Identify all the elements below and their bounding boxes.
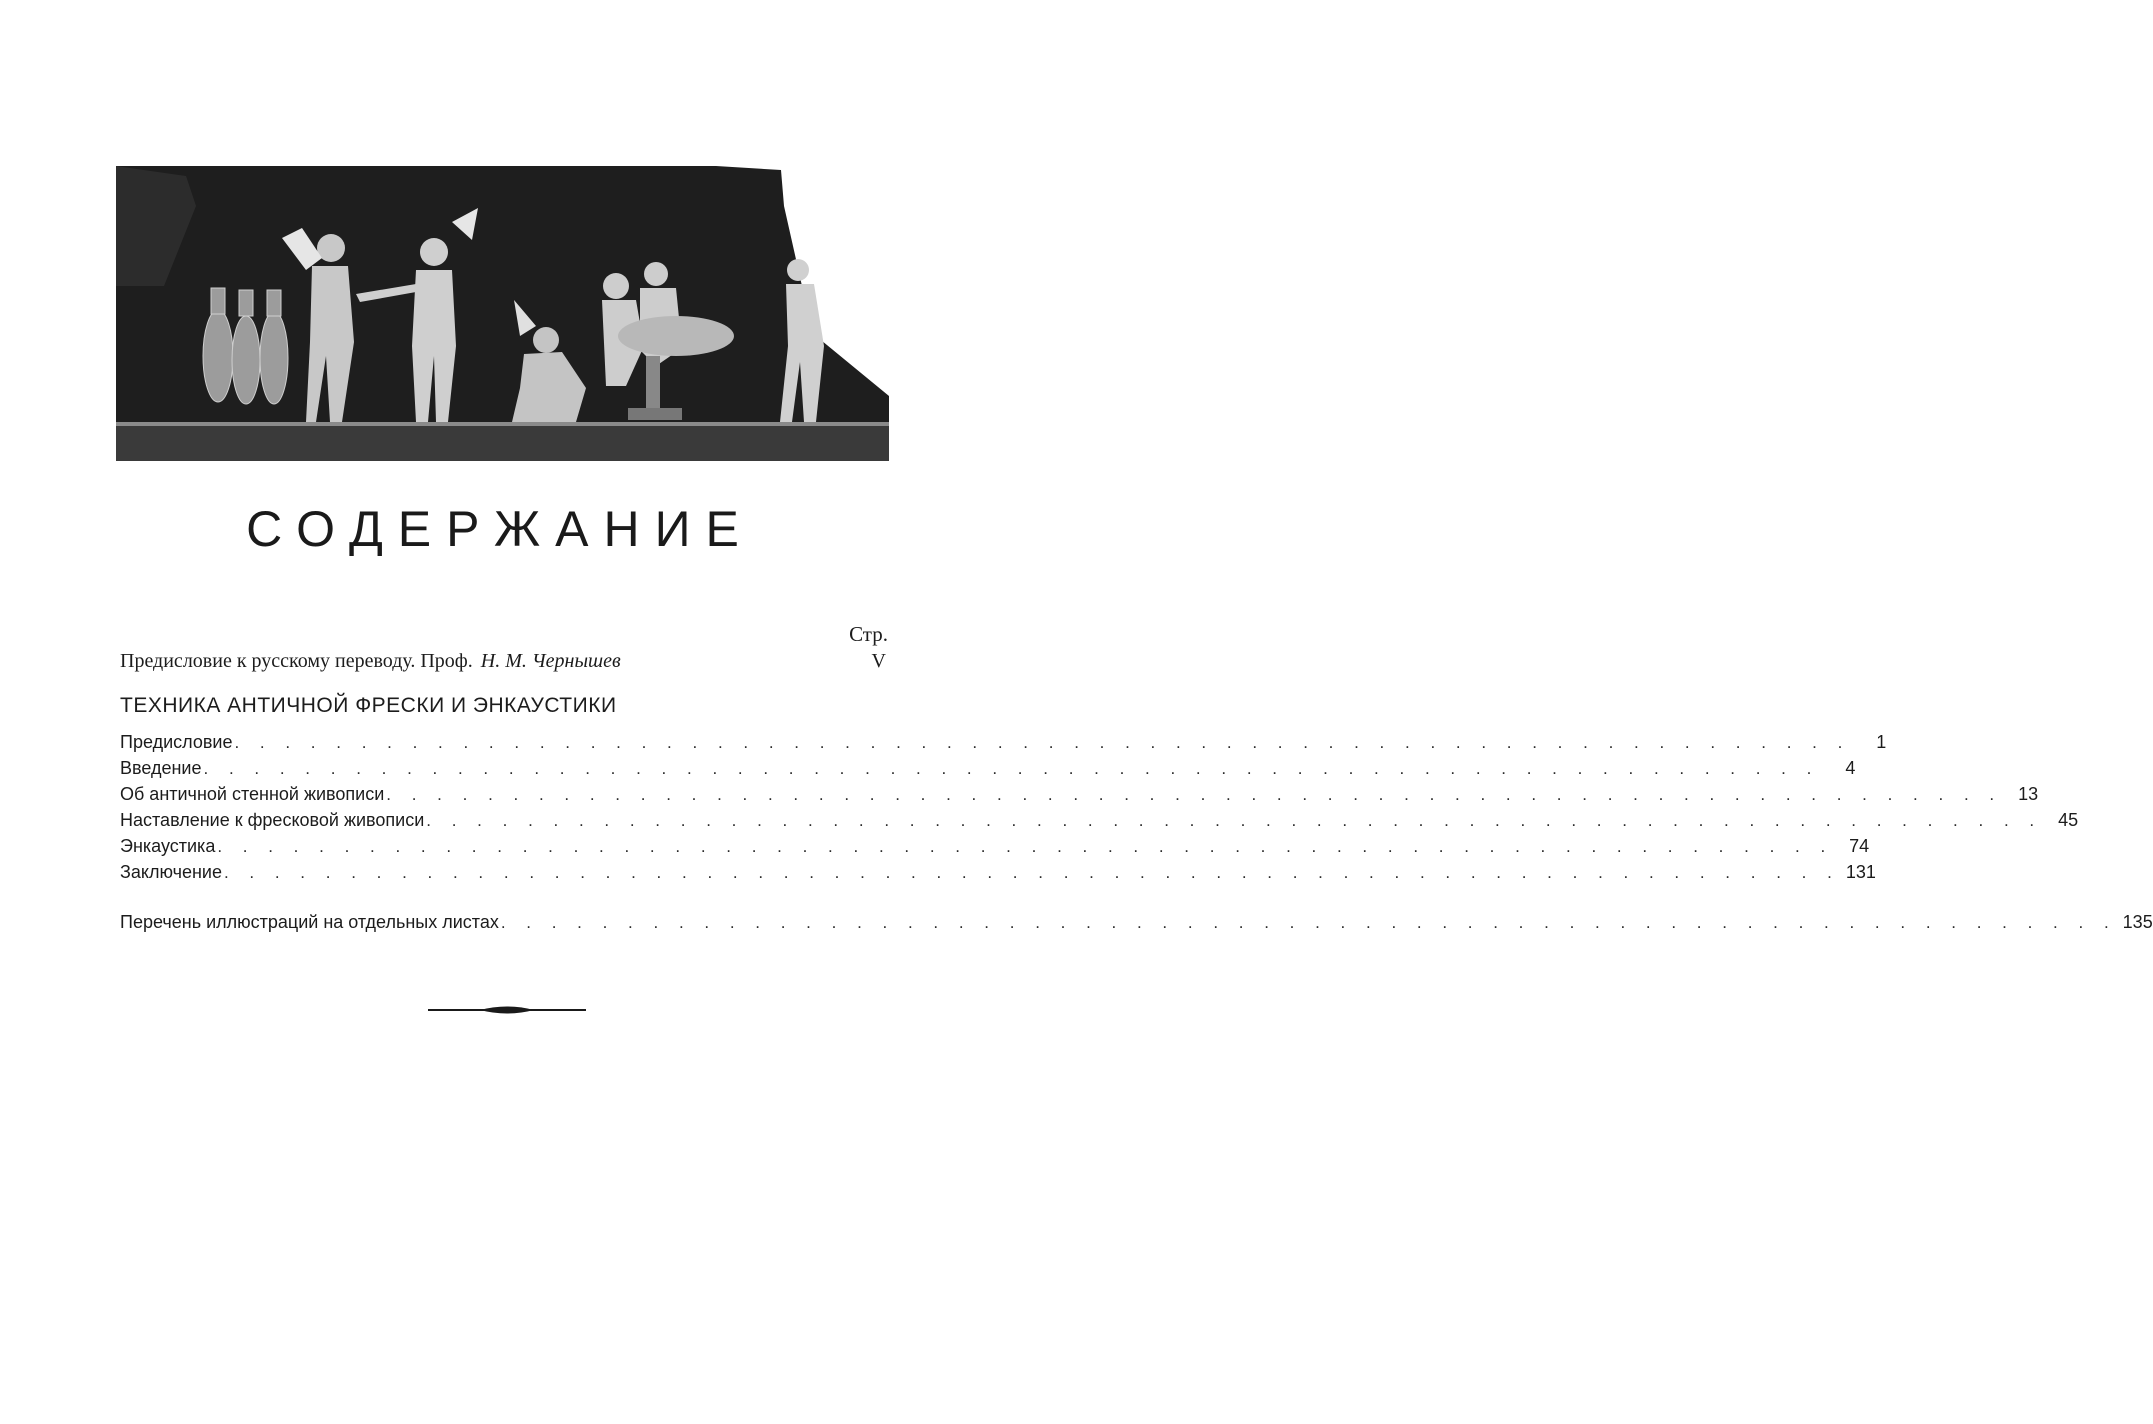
toc-row-page: 13 xyxy=(2018,784,2039,804)
toc-row-label: Энкаустика xyxy=(120,836,216,856)
page-column-label: Стр. xyxy=(849,622,888,646)
toc-row-label: Предисловие xyxy=(120,732,233,752)
toc-row-label: Об античной стенной живописи xyxy=(120,784,385,804)
dot-leader: . . . . . . . . . . . . . . . . . . . . . . . . . . . . . . . . . . . . . . . . . . . . . . . . . . . . . . . . . . . . . . . . xyxy=(386,785,2003,804)
toc-row-page: 74 xyxy=(1849,836,1870,856)
toc-row[interactable] xyxy=(120,810,2079,831)
toc-row-page: 1 xyxy=(1876,732,1887,752)
fresco-frieze-illustration xyxy=(116,166,889,461)
toc-row-page: 131 xyxy=(1845,862,1876,882)
dot-leader: . . . . . . . . . . . . . . . . . . . . . . . . . . . . . . . . . . . . . . . . . . . . . . . . . . . . . . . . . . . . . . . . xyxy=(217,837,1834,856)
preface-author: Н. М. Чернышев xyxy=(480,650,621,672)
toc-row-page: V xyxy=(871,650,886,672)
page-title: СОДЕРЖАНИЕ xyxy=(246,501,754,557)
section-heading: ТЕХНИКА АНТИЧНОЙ ФРЕСКИ И ЭНКАУСТИКИ xyxy=(120,694,617,717)
ornament-divider xyxy=(428,1002,586,1018)
dot-leader: . . . . . . . . . . . . . . . . . . . . . . . . . . . . . . . . . . . . . . . . . . . . . . . . . . . . . . . . . . . . . . . . xyxy=(500,913,2117,932)
toc-row-label: Введение xyxy=(120,758,202,778)
dot-leader: . . . . . . . . . . . . . . . . . . . . . . . . . . . . . . . . . . . . . . . . . . . . . . . . . . . . . . . . . . . . . . . . xyxy=(426,811,2043,830)
toc-row[interactable] xyxy=(120,836,1870,857)
toc-row[interactable] xyxy=(120,862,1876,883)
dot-leader: . . . . . . . . . . . . . . . . . . . . . . . . . . . . . . . . . . . . . . . . . . . . . . . . . . . . . . . . . . . . . . . . xyxy=(223,863,1840,882)
toc-row-label: Наставление к фресковой живописи xyxy=(120,810,425,830)
toc-row-translation-preface[interactable] xyxy=(120,650,886,673)
toc-row-page: 45 xyxy=(2058,810,2079,830)
toc-row[interactable] xyxy=(120,732,1887,753)
preface-label: Предисловие к русскому переводу. Проф. xyxy=(120,650,473,672)
toc-row-page: 4 xyxy=(1845,758,1856,778)
toc-row[interactable] xyxy=(120,758,1856,779)
toc-row-illustrations[interactable] xyxy=(120,912,2153,933)
toc-row-label: Заключение xyxy=(120,862,222,882)
toc-row-page: 135 xyxy=(2122,912,2153,932)
toc-row-label: Перечень иллюстраций на отдельных листах xyxy=(120,912,499,932)
dot-leader: . . . . . . . . . . . . . . . . . . . . . . . . . . . . . . . . . . . . . . . . . . . . . . . . . . . . . . . . . . . . . . . . xyxy=(234,733,1851,752)
dot-leader: . . . . . . . . . . . . . . . . . . . . . . . . . . . . . . . . . . . . . . . . . . . . . . . . . . . . . . . . . . . . . . . . xyxy=(203,759,1820,778)
toc-row[interactable] xyxy=(120,784,2039,805)
toc-row-label xyxy=(120,650,621,673)
